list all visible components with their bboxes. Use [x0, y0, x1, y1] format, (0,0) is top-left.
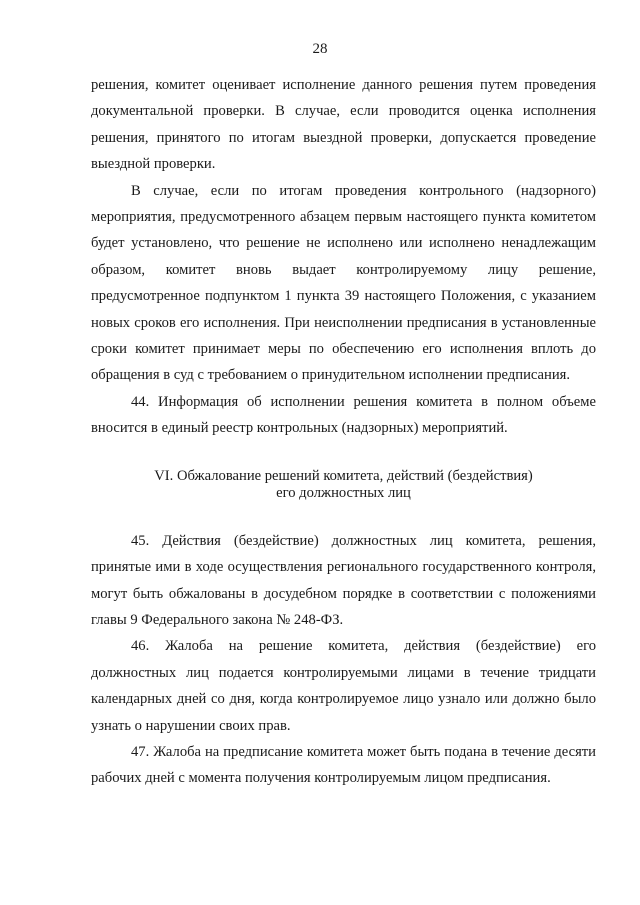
paragraph-45: 45. Действия (бездействие) должностных лиц комитета, решения, принятые ими в ходе осуществления регионального государственного контроля, могут быть обжалованы в досудебном порядке в соответствии с положениями главы 9 Федерального закона № 248-ФЗ.	[91, 532, 596, 628]
section-heading-line-2: его должностных лиц	[276, 484, 411, 501]
paragraph-44: 44. Информация об исполнении решения комитета в полном объеме вносится в единый реестр контрольных (надзорных) мероприятий.	[91, 393, 596, 437]
document-body	[91, 72, 596, 792]
paragraph-46: 46. Жалоба на решение комитета, действия (бездействие) его должностных лиц подается контролируемыми лицами в течение тридцати календарных дней со дня, когда контролируемое лицо узнало или должно было узнать о нарушении своих прав.	[91, 638, 596, 734]
paragraph-continuation: решения, комитет оценивает исполнение данного решения путем проведения документальной проверки. В случае, если проводится оценка исполнения решения, принятого по итогам выездной проверки, допускается проведение выездной проверки.	[91, 77, 596, 173]
section-heading-line-1: VI. Обжалование решений комитета, действий (бездействия)	[154, 467, 533, 484]
paragraph-47: 47. Жалоба на предписание комитета может быть подана в течение десяти рабочих дней с момента получения контролируемым лицом предписания.	[91, 743, 596, 787]
page-number: 28	[312, 41, 328, 57]
paragraph-non-compliance: В случае, если по итогам проведения контрольного (надзорного) мероприятия, предусмотренного абзацем первым настоящего пункта комитетом будет установлено, что решение не исполнено или исполнено ненадлежащим образом, комитет вновь выдает контролируемому лицу решение, предусмотренное подпунктом 1 пункта 39 настоящего Положения, с указанием новых сроков его исполнения. При неисполнении предписания в установленные сроки комитет принимает меры по обеспечению его исполнения вплоть до обращения в суд с требованием о принудительном исполнении предписания.	[91, 182, 596, 384]
section-heading	[91, 468, 596, 502]
